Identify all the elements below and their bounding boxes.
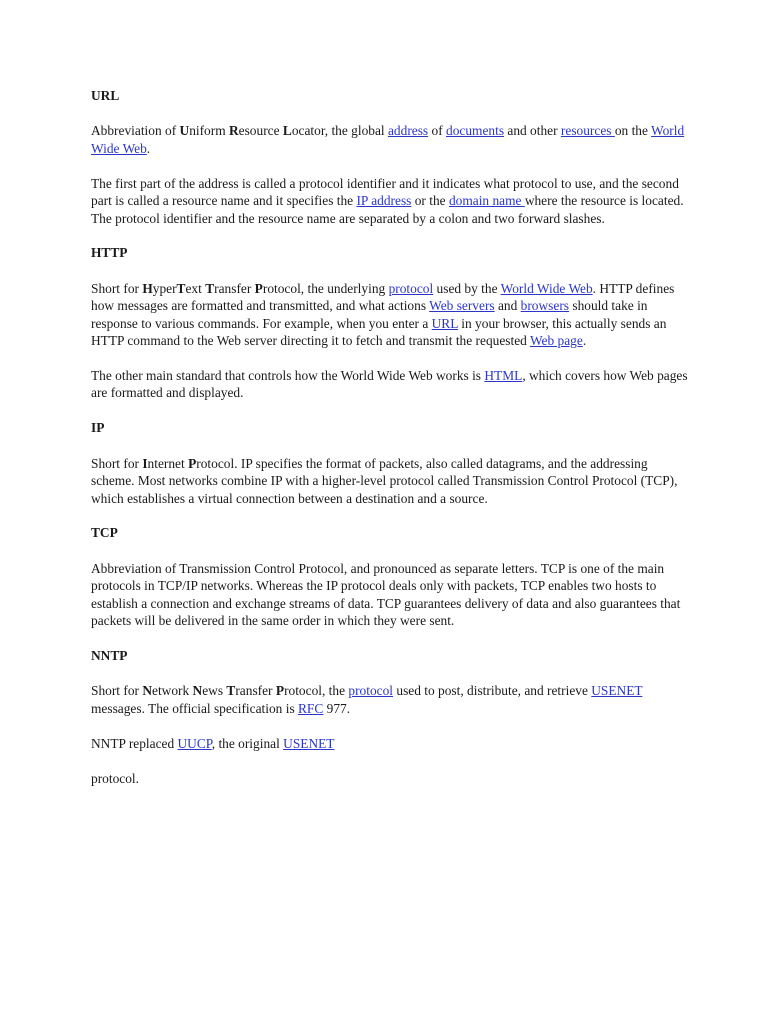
- text: messages. The official specification is: [91, 700, 298, 716]
- url-definition: [91, 122, 691, 157]
- heading-nntp: NNTP: [91, 647, 128, 663]
- heading-http: HTTP: [91, 245, 128, 261]
- link-documents[interactable]: documents: [446, 123, 505, 139]
- text: H: [142, 280, 153, 296]
- text: or the: [411, 193, 449, 209]
- text: P: [254, 280, 263, 296]
- link-ip-address[interactable]: IP address: [356, 193, 412, 209]
- nntp-definition: [91, 682, 691, 717]
- text: on the: [614, 123, 652, 139]
- text: P: [275, 683, 285, 699]
- text: ocator, the global: [291, 123, 388, 139]
- text: used by the: [433, 280, 501, 296]
- link-usenet[interactable]: USENET: [283, 735, 335, 751]
- text: . HTTP defines how messages are formatted and transmitted, and what actions: [91, 280, 675, 314]
- text: P: [188, 455, 197, 471]
- text: in your browser, this actually sends an HTTP command to the Web server directing it to fetch and transmit the requested: [91, 315, 667, 349]
- text: .: [582, 333, 587, 349]
- text: T: [176, 280, 186, 296]
- text: N: [192, 683, 203, 699]
- text: rotocol, the underlying: [262, 280, 389, 296]
- link-web-page[interactable]: Web page: [529, 333, 583, 349]
- text: The other main standard that controls how the World Wide Web works is: [91, 367, 485, 383]
- text: yper: [152, 280, 177, 296]
- link-web-servers[interactable]: Web servers: [429, 298, 495, 314]
- text: should take in response to various commands. For example, when you enter a: [91, 298, 648, 331]
- text: Short for: [91, 455, 143, 471]
- text: R: [228, 123, 239, 139]
- text: and other: [504, 123, 561, 139]
- nntp-protocol-line: protocol.: [91, 770, 139, 786]
- text: L: [282, 123, 292, 139]
- text: 977.: [323, 700, 351, 716]
- link-resources[interactable]: resources: [560, 123, 615, 139]
- text: Abbreviation of: [91, 123, 180, 139]
- nntp-uucp-paragraph: [91, 735, 691, 752]
- link-html[interactable]: HTML: [484, 367, 523, 383]
- text: where the resource is located. The protocol identifier and the resource name are separated by a colon and two forward slashes.: [91, 193, 684, 226]
- link-browsers[interactable]: browsers: [520, 298, 570, 314]
- http-html-paragraph: [91, 367, 691, 402]
- tcp-definition: Abbreviation of Transmission Control Protocol, and pronounced as separate letters. TCP is one of the main protocols in TCP/IP networks. Whereas the IP protocol deals only with packets, TCP enables two hosts to establish a connection and exchange streams of data. TCP guarantees delivery of data and also guarantees that packets will be delivered in the same order in which they were sent.: [91, 560, 681, 629]
- text: etwork: [152, 683, 193, 699]
- text: .: [146, 140, 151, 156]
- text: ext: [185, 280, 206, 296]
- text: niform: [189, 123, 229, 139]
- url-protocol-paragraph: [91, 175, 691, 227]
- text: I: [142, 455, 148, 471]
- link-url[interactable]: URL: [431, 315, 458, 331]
- text: ransfer: [214, 280, 255, 296]
- document-page: [91, 87, 691, 804]
- text: Short for: [91, 280, 143, 296]
- text: N: [142, 683, 152, 699]
- link-protocol[interactable]: protocol: [348, 683, 394, 699]
- http-definition: [91, 280, 691, 350]
- text: Short for: [91, 683, 143, 699]
- text: NNTP replaced: [91, 735, 178, 751]
- text: , which covers how Web pages are formatted and displayed.: [91, 367, 688, 401]
- text: used to post, distribute, and retrieve: [393, 683, 592, 699]
- text: of: [428, 123, 447, 139]
- heading-tcp: TCP: [91, 525, 118, 541]
- heading-url: URL: [91, 88, 120, 103]
- text: ews: [202, 683, 227, 699]
- heading-ip: IP: [91, 420, 105, 436]
- text: rotocol, the: [284, 683, 349, 699]
- ip-definition: [91, 455, 691, 507]
- text: T: [205, 280, 215, 296]
- link-world-wide-web[interactable]: World Wide Web: [500, 280, 593, 296]
- link-usenet[interactable]: USENET: [591, 683, 643, 699]
- link-uucp[interactable]: UUCP: [177, 735, 212, 751]
- text: and: [494, 298, 521, 314]
- text: esource: [238, 123, 283, 139]
- text: U: [179, 123, 190, 139]
- link-world-wide-web[interactable]: World Wide Web: [91, 123, 685, 156]
- text: ransfer: [235, 683, 276, 699]
- link-protocol[interactable]: protocol: [388, 280, 434, 296]
- link-domain-name[interactable]: domain name: [448, 193, 525, 209]
- link-rfc[interactable]: RFC: [298, 700, 324, 716]
- link-address[interactable]: address: [387, 123, 429, 139]
- text: rotocol. IP specifies the format of packets, also called datagrams, and the addressing scheme. Most networks combine IP with a higher-level protocol called Transmission Control Protocol (TCP), which establishes a virtual connection between a destination and a source.: [91, 455, 678, 506]
- text: The first part of the address is called a protocol identifier and it indicates what protocol to use, and the second part is called a resource name and it specifies the: [91, 175, 679, 209]
- text: , the original: [211, 735, 284, 751]
- text: nternet: [147, 455, 189, 471]
- text: T: [226, 683, 236, 699]
